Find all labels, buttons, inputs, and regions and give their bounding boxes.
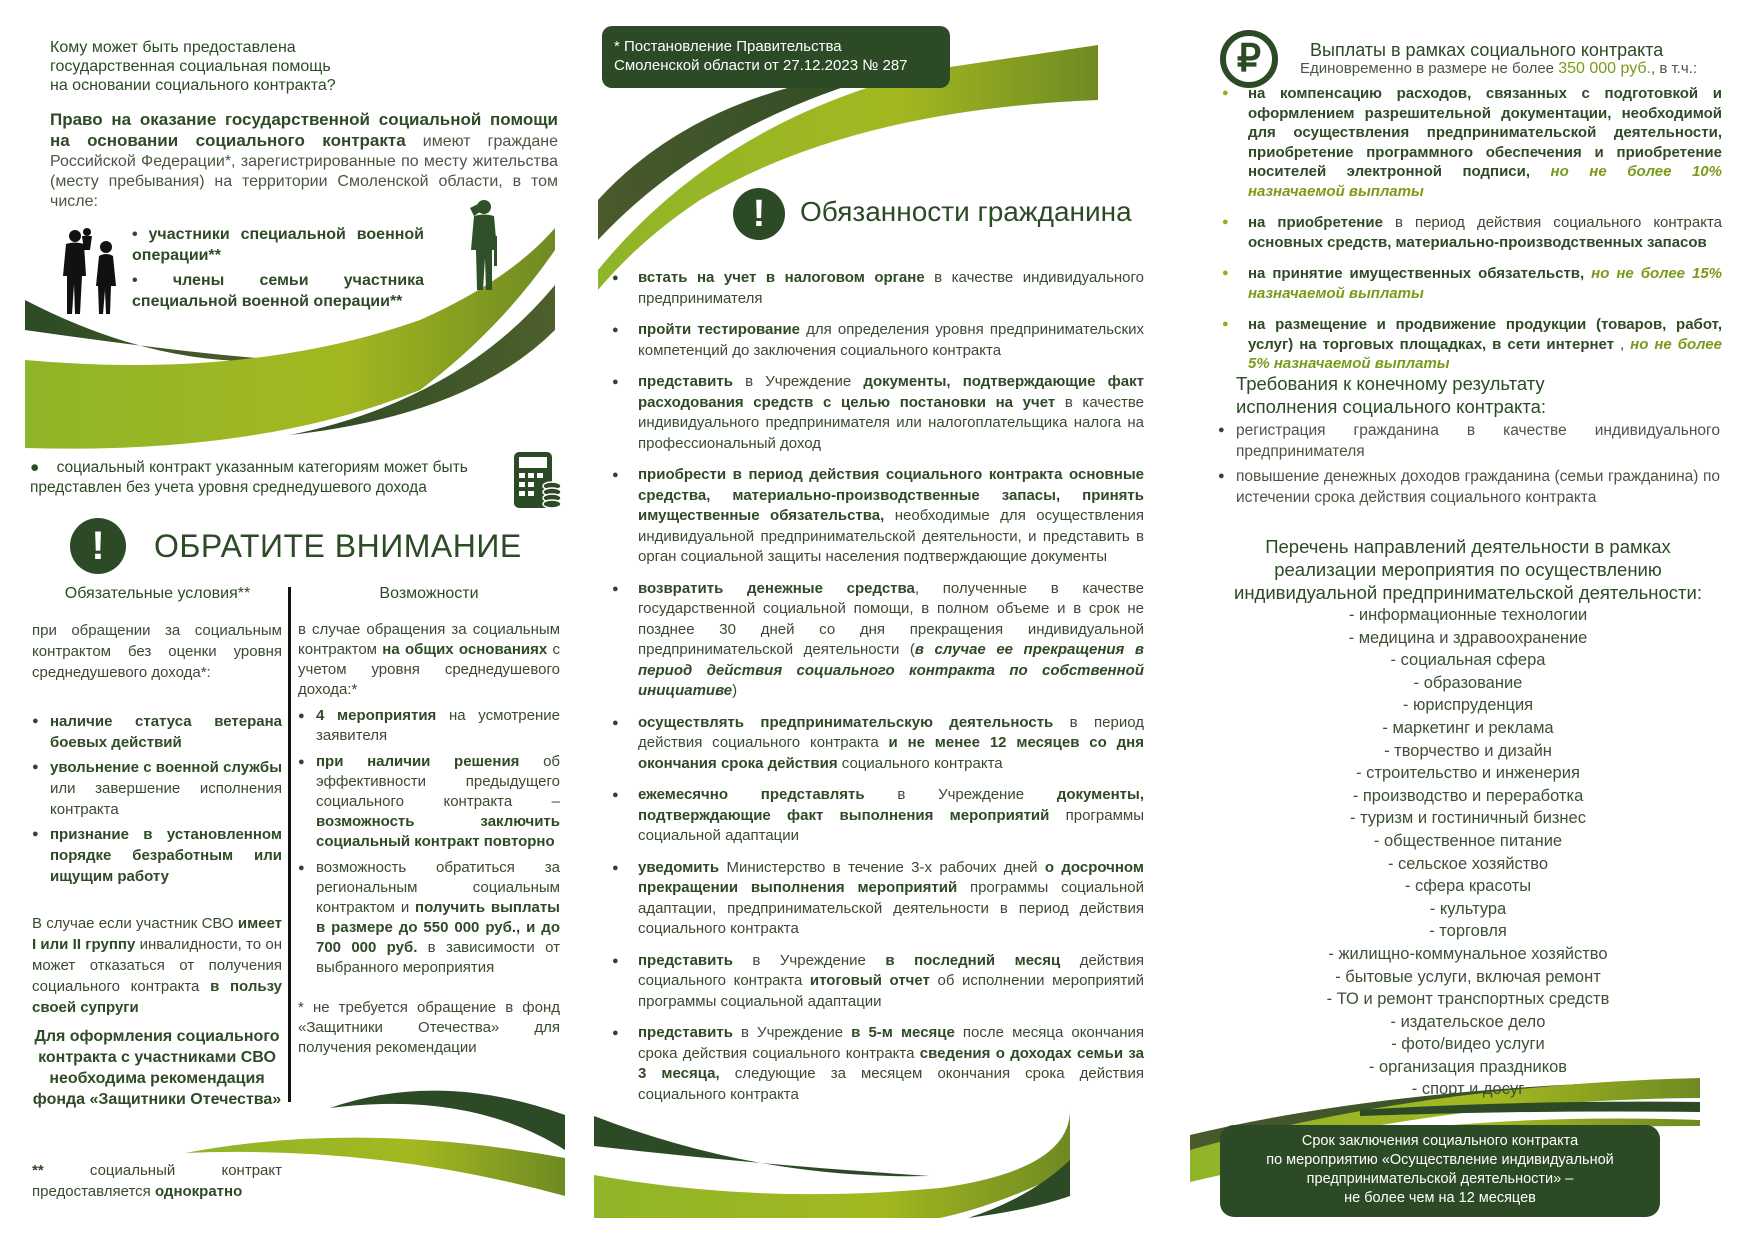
question-line-1: Кому может быть предоставлена [50, 39, 296, 56]
mandatory-item-rest: или завершение исполнения контракта [50, 780, 282, 818]
swoosh-lime-middle-bottom [594, 1110, 1070, 1218]
possibility-rest: на усмотрение заявителя [316, 707, 560, 744]
requirements-list [1218, 420, 1720, 508]
term-line: предпринимательской деятельности» – [1306, 1171, 1574, 1187]
direction-item: - фото/видео услуги [1391, 1035, 1545, 1054]
bold-text: документы, подтверждающие факт выполнения мероприятий [638, 786, 1145, 824]
direction-item: - образование [1413, 673, 1523, 692]
mandatory-item-bold: увольнение с военной службы [50, 759, 282, 776]
payments-title: Выплаты в рамках социального контракта [1310, 40, 1664, 60]
family-silhouette-icon [58, 228, 124, 316]
possibilities-list [298, 706, 560, 978]
limit-text: но не более 15% назначаемой выплаты [1248, 265, 1722, 302]
plain-text: в Учреждение [864, 786, 1057, 803]
directions-list [1212, 604, 1724, 1101]
income-note-text: социальный контракт указанным категориям может быть представлен без учета уровня среднедушевого дохода [30, 459, 468, 496]
term-line: не более чем на 12 месяцев [1344, 1190, 1536, 1206]
direction-item: - юриспруденция [1402, 696, 1534, 715]
possibilities [298, 620, 560, 1058]
bold-text: представить [638, 1024, 733, 1041]
middle_panel.duties-item [612, 951, 1144, 1013]
category-label: участники специальной военной операции** [132, 226, 424, 264]
middle_panel.duties-item [612, 465, 1144, 568]
plain-text: в качестве индивидуального предпринимателя или налогоплательщика налога на профессиональный доход [638, 393, 1144, 452]
direction-item: - творчество и дизайн [1384, 741, 1552, 760]
possibility-item [298, 752, 560, 852]
question-title [50, 38, 410, 95]
possibility-rest: возможность обратиться за региональным социальным контрактом и [316, 859, 560, 916]
bold-text: приобрести в период действия социального контракта основные средства, материально-производственные запасы, принять имущественные обязательства, [638, 466, 1144, 524]
plain-text: необходимые для осуществления индивидуальной предпринимательской деятельности, и представить в орган социальной защиты населения подтверждающие документы [638, 507, 1144, 565]
plain-text: действия социального контракта [638, 951, 1145, 989]
column-divider [288, 587, 291, 1102]
bold-text: сведения о доходах семьи за 3 месяца, [638, 1044, 1145, 1082]
eligibility-intro-bold: Право на оказание государственной социальной помощи на основании социального контракта [50, 110, 558, 150]
svo-text: В случае если участник СВО [32, 915, 238, 932]
category-item: • члены семьи участника специальной военной операции** [132, 272, 425, 310]
mandatory-item [32, 757, 282, 820]
plain-text: , [1614, 335, 1631, 353]
direction-item: - маркетинг и реклама [1382, 718, 1554, 737]
possibility-item [298, 858, 560, 978]
svo-disability-note [32, 913, 282, 1018]
decree-line: * Постановление Правительства [614, 38, 842, 55]
bold-text: представить [638, 373, 733, 390]
plain-text: в Учреждение [732, 373, 864, 390]
mandatory-item-bold: наличие статуса ветерана боевых действий [50, 713, 282, 751]
possibility-bold: 4 мероприятия [316, 707, 437, 724]
bold-text: итоговый отчет [809, 972, 930, 989]
mandatory-conditions-header: Обязательные условия** [64, 585, 251, 602]
middle_panel.duties-item [612, 320, 1144, 361]
plain-text: Министерство в течение 3-х рабочих дней [719, 858, 1045, 876]
intro-text: в случае обращения за социальным контрактом [298, 621, 560, 658]
svo-text: инвалидности, то он может отказаться от получения социального контракта [32, 936, 282, 995]
plain-text: для определения уровня предпринимательских компетенций до заключения социального контракта [638, 321, 1144, 359]
svo-bold: имеет I или II группу [32, 915, 282, 953]
direction-item: - медицина и здравоохранение [1348, 628, 1588, 647]
plain-text: после месяца окончания срока действия социального контракта [638, 1024, 1145, 1062]
fund-recommendation: Для оформления социального контракта с участниками СВО необходима рекомендация фонда «Защитники Отечества» [32, 1028, 282, 1108]
possibility-item [298, 706, 560, 746]
bold-text: документы, подтверждающие факт расходования средств с целью постановки на учет [638, 373, 1144, 411]
payments-amount: 350 000 руб. [1558, 60, 1651, 77]
bold-text: и не менее 12 месяцев со дня окончания срока действия [638, 734, 1144, 772]
middle_panel.duties-item [612, 858, 1144, 940]
right_panel.payments-item [1222, 84, 1722, 201]
requirements-title-line: исполнения социального контракта: [1236, 396, 1547, 417]
limit-text: но не более 5% назначаемой выплаты [1248, 335, 1722, 372]
direction-item: - организация праздников [1368, 1057, 1568, 1076]
plain-text: , полученные в качестве государственной социальной помощи, в полном объеме и в срок не позднее 30 дней со дня прекращения индивидуальной предпринимательской деятельности ( [638, 579, 1144, 658]
footnote-text: социальный контракт предоставляется [32, 1162, 282, 1200]
direction-item: - торговля [1429, 922, 1507, 941]
ruble-icon: ₽ [1220, 30, 1278, 88]
plain-text: следующие за месяцем окончания срока действия социального контракта [638, 1065, 1144, 1103]
direction-item: - сфера красоты [1404, 877, 1532, 896]
possibility-rest: в зависимости от выбранного мероприятия [316, 939, 560, 976]
plain-text: ) [732, 682, 738, 699]
bold-text: ежемесячно представлять [638, 786, 865, 803]
direction-item: - строительство и инженерия [1356, 764, 1580, 783]
plain-text: в период действия социального контракта [638, 713, 1144, 751]
requirement-item: ● регистрация гражданина в качестве индивидуального предпринимателя [1218, 420, 1720, 462]
plain-text: социального контракта [837, 754, 1003, 772]
bold-text: на приобретение [1248, 214, 1383, 231]
mandatory-list [32, 711, 282, 887]
term-box [1220, 1125, 1660, 1217]
middle_panel.duties-item [612, 579, 1144, 702]
exclamation-icon: ! [70, 518, 126, 574]
possibility-bold: получить выплаты в размере до 550 000 руб., и до 700 000 руб. [316, 899, 560, 956]
mandatory-item [32, 824, 282, 887]
possibility-rest: об эффективности предыдущего социального контракта – [316, 753, 560, 810]
question-line-3: на основании социального контракта? [50, 77, 336, 94]
payments-subtitle [1300, 60, 1697, 78]
direction-item: - издательское дело [1390, 1012, 1546, 1031]
direction-item: - общественное питание [1373, 831, 1563, 850]
bold-text: представить [638, 951, 733, 969]
direction-item: - информационные технологии [1348, 606, 1588, 624]
plain-text: в период действия социального контракта [1382, 214, 1723, 231]
bullet: ● [30, 459, 57, 476]
duties-title: Обязанности гражданина [800, 196, 1132, 227]
direction-item: - бытовые услуги, включая ремонт [1335, 967, 1601, 986]
once-footnote [32, 1160, 282, 1202]
direction-item: - туризм и гостиничный бизнес [1350, 809, 1586, 828]
decree-badge [602, 26, 950, 88]
plain-text: в Учреждение [732, 951, 886, 969]
bold-text: основных средств, материально-производственных запасов [1248, 233, 1707, 251]
payments-list [1222, 84, 1722, 386]
plain-text: в Учреждение [732, 1024, 852, 1041]
term-line: по мероприятию «Осуществление индивидуальной [1266, 1152, 1614, 1168]
swoosh-dark-middle-bottom [594, 1116, 930, 1176]
intro-bold: на общих основаниях [382, 641, 548, 658]
bold-text: пройти тестирование [638, 321, 801, 338]
soldier-silhouette-icon [464, 198, 508, 294]
mandatory-item-bold: признание в установленном порядке безработным или ищущим работу [50, 826, 282, 885]
requirements-title-line: Требования к конечному результату [1236, 373, 1545, 394]
bold-text: в последний месяц [885, 951, 1061, 969]
direction-item: - жилищно-коммунальное хозяйство [1328, 944, 1608, 963]
requirements-title [1236, 372, 1546, 418]
right_panel.payments-item [1222, 264, 1722, 303]
direction-item: - культура [1429, 899, 1507, 918]
mandatory-item [32, 711, 282, 753]
footnote-bold: однократно [154, 1183, 243, 1200]
requirement-item: ● повышение денежных доходов гражданина (семьи гражданина) по истечении срока действия социального контракта [1218, 466, 1720, 508]
fund-footnote: * не требуется обращение в фонд «Защитники Отечества» для получения рекомендации [298, 999, 560, 1056]
right_panel.payments-item [1222, 213, 1722, 252]
decree-line: Смоленской области от 27.12.2023 № 287 [614, 57, 908, 74]
bold-text: встать на учет в налоговом органе [638, 269, 925, 286]
bold-text: на компенсацию расходов, связанных с подготовкой и оформлением разрешительной документации, необходимой для осуществления предпринимательской деятельности, приобретение программного обеспечения и приобретение носителей электронной подписи, [1248, 85, 1722, 180]
attention-title: ОБРАТИТЕ ВНИМАНИЕ [154, 528, 522, 564]
duties-list [612, 268, 1144, 1116]
mandatory-conditions [32, 620, 282, 1110]
eligibility-intro [50, 110, 558, 212]
middle_panel.duties-item [612, 372, 1144, 454]
bold-text: возвратить денежные средства [638, 579, 915, 597]
bold-text: осуществлять предпринимательскую деятельность [638, 713, 1054, 731]
right_panel.payments-item [1222, 315, 1722, 374]
category-list [132, 224, 424, 312]
eligibility-intro-rest: имеют граждане Российской Федерации*, зарегистрированные по месту жительства (месту пребывания) на территории Смоленской области, в том числе: [50, 133, 558, 210]
plain-text: программы социальной адаптации, предпринимательской деятельности в период действия социального контракта [638, 879, 1144, 937]
bold-text: о досрочном прекращении выполнения мероприятий [638, 858, 1144, 896]
term-line: Срок заключения социального контракта [1301, 1133, 1579, 1149]
possibility-bold: возможность заключить социальный контракт повторно [316, 813, 560, 850]
middle_panel.duties-item [612, 713, 1144, 775]
bold-text: на размещение и продвижение продукции (товаров, работ, услуг) на торговых площадках, в сети интернет [1248, 316, 1722, 353]
mandatory-intro: при обращении за социальным контрактом без оценки уровня среднедушевого дохода*: [32, 622, 282, 681]
payments-sub-text: Единовременно в размере не более [1300, 60, 1559, 77]
category-item: • участники специальной военной операции** [132, 226, 424, 264]
svo-bold: в пользу своей супруги [32, 978, 282, 1016]
category-label: члены семьи участника специальной военной операции** [132, 272, 425, 310]
bold-text: уведомить [638, 858, 720, 876]
plain-text: программы социальной адаптации [638, 806, 1144, 844]
direction-item: - социальная сфера [1390, 651, 1546, 670]
direction-item: - сельское хозяйство [1387, 854, 1549, 873]
exclamation-icon: ! [733, 188, 785, 240]
direction-item: - спорт и досуг [1411, 1080, 1525, 1099]
footnote-stars: ** [32, 1162, 44, 1179]
calculator-coins-icon [514, 452, 562, 508]
intro-text: с учетом уровня среднедушевого дохода:* [298, 641, 560, 698]
question-line-2: государственная социальная помощь [50, 58, 331, 75]
plain-text: об исполнении мероприятий программы социальной адаптации [638, 972, 1145, 1010]
direction-item: - производство и переработка [1352, 786, 1584, 805]
italic-text: в случае ее прекращения в период действия социального контракта по собственной инициативе [638, 641, 1144, 699]
middle_panel.duties-item [612, 785, 1144, 847]
limit-text: но не более 10% назначаемой выплаты [1248, 163, 1722, 200]
plain-text: в качестве индивидуального предпринимателя [638, 269, 1144, 307]
possibility-bold: при наличии решения [316, 753, 520, 770]
directions-title: Перечень направлений деятельности в рамках реализации мероприятия по осуществлению индивидуальной предпринимательской деятельности: [1233, 536, 1703, 603]
payments-sub-text: , в т.ч.: [1650, 60, 1697, 77]
bold-text: в 5-м месяце [851, 1024, 955, 1041]
possibilities-intro [298, 620, 560, 700]
bold-text: на принятие имущественных обязательств, [1248, 265, 1585, 282]
possibilities-header: Возможности [379, 585, 479, 602]
direction-item: - ТО и ремонт транспортных средств [1326, 990, 1610, 1009]
middle_panel.duties-item [612, 1023, 1144, 1105]
income-note [30, 458, 500, 498]
middle_panel.duties-item [612, 268, 1144, 309]
